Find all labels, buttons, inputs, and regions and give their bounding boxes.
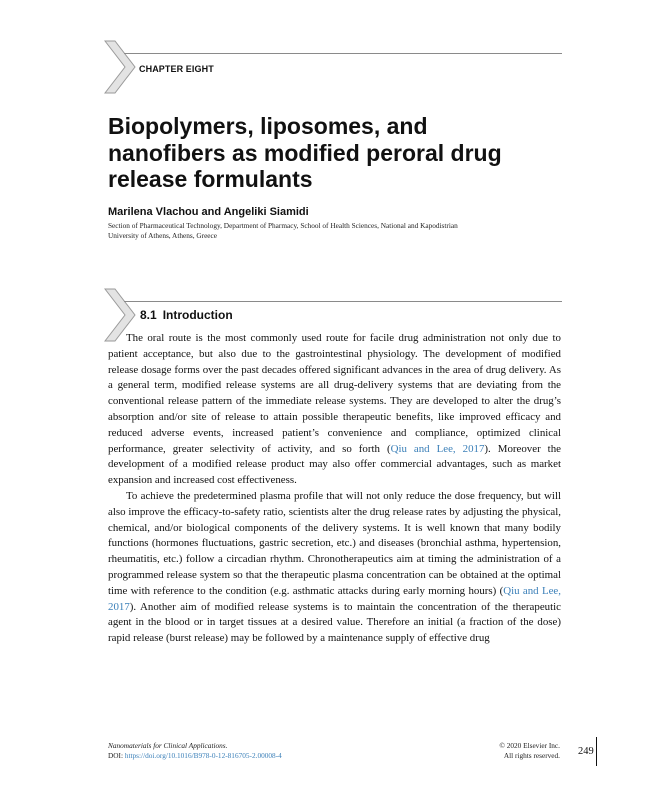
chapter-title bbox=[108, 113, 558, 193]
body-text bbox=[108, 331, 561, 647]
affiliation-line: University of Athens, Athens, Greece bbox=[108, 231, 218, 240]
chapter-chevron-icon bbox=[104, 40, 136, 94]
section-heading bbox=[140, 308, 233, 322]
title-line: nanofibers as modified peroral drug bbox=[108, 139, 502, 166]
paragraph-text: The oral route is the most commonly used route for facile drug administration not only due to patient acceptance, but also due to the gastrointestinal physiology. The development of modified release dosage forms over the past decades offered significant advances in the area of drug delivery. As a general term, modified release systems are all drug-delivery systems that are deviating from the conventional release pattern of the immediate release systems. They are developed to alter the drug’s absorption and/or site of release to attain possible therapeutic benefits, like improved efficacy and reduced adverse events, increased patient’s convenience and compliance, optimized clinical performance, greater selectivity of activity, and so forth ( bbox=[108, 332, 561, 455]
section-rule bbox=[124, 301, 562, 302]
page-number: 249 bbox=[578, 746, 594, 757]
section-number: 8.1 bbox=[140, 308, 157, 322]
doi-link[interactable]: https://doi.org/10.1016/B978-0-12-816705-2.00008-4 bbox=[124, 751, 282, 760]
affiliation bbox=[108, 221, 558, 241]
authors: Marilena Vlachou and Angeliki Siamidi bbox=[108, 206, 309, 218]
section-title: Introduction bbox=[162, 308, 233, 322]
citation-link[interactable]: Qiu and Lee, 2017 bbox=[108, 584, 561, 613]
paragraph-text: To achieve the predetermined plasma profile that will not only reduce the dose frequency, but will also improve the efficacy-to-safety ratio, scientists alter the drug release rates by adjusting the physical, chemical, and/or biological components of the delivery systems. It is well known that many bodily functions (hormones fluctuations, gastric secretion, etc.) and diseases (bronchial asthma, hypertension, rheumatitis, etc.) follow a circadian rhythm. Chronotherapeutics aim at timing the administration of a programmed release system so that the therapeutic plasma concentration can be obtained at the optimal time with reference to the condition (e.g. asthmatic attacks during early morning hours) ( bbox=[108, 489, 561, 597]
title-line: release formulants bbox=[108, 166, 313, 192]
book-title: Nanomaterials for Clinical Applications. bbox=[108, 741, 228, 750]
rights: All rights reserved. bbox=[503, 751, 560, 760]
chapter-label: CHAPTER EIGHT bbox=[139, 64, 214, 74]
footer-left bbox=[108, 741, 282, 761]
title-line: Biopolymers, liposomes, and bbox=[108, 113, 428, 139]
chapter-rule bbox=[124, 53, 562, 54]
page-number-rule bbox=[596, 737, 597, 766]
paragraph bbox=[108, 489, 561, 647]
doi-prefix: DOI: bbox=[108, 751, 125, 760]
paragraph-text: ). Moreover the development of a modified release product may also offer commercial advantages, such as market expansion and increased cost effectiveness. bbox=[108, 442, 561, 487]
paragraph-text: ). Another aim of modified release systems is to maintain the concentration of the therapeutic agent in the blood or in target tissues at a desired value. Therefore an initial (a fraction of the dose) rapid release (burst release) may be followed by a maintenance supply of effective drug bbox=[108, 600, 561, 645]
paragraph bbox=[108, 331, 561, 489]
affiliation-line: Section of Pharmaceutical Technology, Department of Pharmacy, School of Health Sciences, National and Kapodistrian bbox=[108, 221, 458, 230]
footer-right bbox=[499, 741, 560, 761]
citation-link[interactable]: Qiu and Lee, 2017 bbox=[390, 442, 485, 455]
copyright: © 2020 Elsevier Inc. bbox=[499, 741, 560, 750]
